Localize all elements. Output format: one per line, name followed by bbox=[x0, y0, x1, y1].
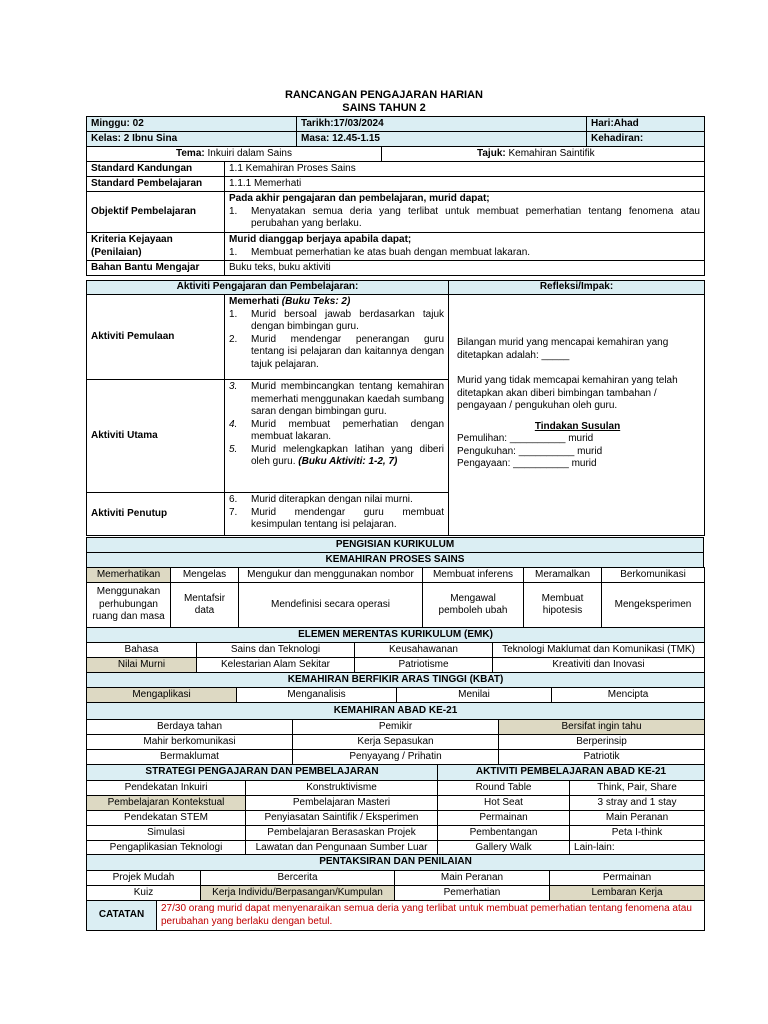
abad-item: Penyayang / Prihatin bbox=[293, 750, 499, 765]
activity-item: 1. Murid bersoal jawab berdasarkan tajuk dengan bimbingan guru. bbox=[229, 308, 445, 332]
pengukuhan-line: Pengukuhan: __________ murid bbox=[457, 445, 603, 457]
refleksi-bilangan: Bilangan murid yang mencapai kemahiran yang ditetapkan adalah: _____ bbox=[457, 337, 669, 361]
strategi-item: Hot Seat bbox=[438, 796, 570, 811]
kps-item: Berkomunikasi bbox=[602, 568, 705, 583]
abad-item: Berperinsip bbox=[499, 735, 705, 750]
kps-item: Mendefinisi secara operasi bbox=[239, 583, 423, 628]
kps-item: Meramalkan bbox=[524, 568, 602, 583]
kps-item: Memerhatikan bbox=[87, 568, 171, 583]
pemulaan-content: Memerhati (Buku Teks: 2) 1. Murid bersoal jawab berdasarkan tajuk dengan bimbingan guru. 2. Murid mendengar penerangan guru tentang isi pelajaran dan kaitannya dengan tajuk pelajaran. bbox=[225, 295, 449, 380]
catatan-text: 27/30 orang murid dapat menyenaraikan semua deria yang terlibat untuk membuat pemerhatian tentang fenomena atau perubahan yang berlaku dengan betul. bbox=[157, 901, 705, 931]
kbat-table bbox=[86, 672, 705, 703]
activity-item: 5. Murid melengkapkan latihan yang diberi oleh guru. (Buku Aktiviti: 1-2, 7) bbox=[229, 443, 445, 467]
pentaksiran-table bbox=[86, 854, 705, 901]
strategi-item: Peta I-think bbox=[570, 826, 705, 841]
emk-item: Bahasa bbox=[87, 643, 197, 658]
pentaksiran-title: PENTAKSIRAN DAN PENILAIAN bbox=[87, 855, 705, 871]
strategi-item: Konstruktivisme bbox=[246, 781, 438, 796]
pentaksiran-item: Kuiz bbox=[87, 886, 201, 901]
strategi-item: Round Table bbox=[438, 781, 570, 796]
kps-item: Mentafsir data bbox=[171, 583, 239, 628]
abad-item: Mahir berkomunikasi bbox=[87, 735, 293, 750]
pemulihan-line: Pemulihan: __________ murid bbox=[457, 433, 594, 444]
abad-title: KEMAHIRAN ABAD KE-21 bbox=[87, 703, 705, 720]
activities-heading: Aktiviti Pengajaran dan Pembelajaran: bbox=[87, 281, 449, 295]
header-table bbox=[86, 116, 705, 276]
document-title: RANCANGAN PENGAJARAN HARIAN bbox=[284, 89, 483, 101]
pentaksiran-item: Permainan bbox=[550, 871, 705, 886]
kbat-item: Menilai bbox=[397, 688, 552, 703]
bbm-value: Buku teks, buku aktiviti bbox=[225, 261, 705, 276]
abad-item: Pemikir bbox=[293, 720, 499, 735]
sk-label: Standard Kandungan bbox=[87, 162, 225, 177]
strategi-item: Pembelajaran Kontekstual bbox=[87, 796, 246, 811]
strategi-item: Lawatan dan Pengunaan Sumber Luar bbox=[246, 841, 438, 856]
activities-table bbox=[86, 280, 705, 536]
strategi-item: Pembelajaran Berasaskan Projek bbox=[246, 826, 438, 841]
pentaksiran-item: Bercerita bbox=[201, 871, 395, 886]
abad-table bbox=[86, 702, 705, 765]
utama-content bbox=[225, 380, 449, 493]
emk-table bbox=[86, 627, 705, 673]
penutup-label: Aktiviti Penutup bbox=[87, 493, 225, 536]
strategi-item: Pembentangan bbox=[438, 826, 570, 841]
abad-item: Patriotik bbox=[499, 750, 705, 765]
strategi-item: Simulasi bbox=[87, 826, 246, 841]
kps-item: Mengawal pemboleh ubah bbox=[423, 583, 524, 628]
sp-value: 1.1.1 Memerhati bbox=[225, 177, 705, 192]
emk-item: Patriotisme bbox=[355, 658, 493, 673]
pentaksiran-item: Projek Mudah bbox=[87, 871, 201, 886]
sp-label: Standard Pembelajaran bbox=[87, 177, 225, 192]
kps-item: Membuat inferens bbox=[423, 568, 524, 583]
emk-item: Kreativiti dan Inovasi bbox=[493, 658, 705, 673]
tajuk-cell: Tajuk: Kemahiran Saintifik bbox=[382, 147, 705, 162]
activity-item: 6. Murid diterapkan dengan nilai murni. bbox=[229, 494, 413, 505]
strategi-item: 3 stray and 1 stay bbox=[570, 796, 705, 811]
kps-item: Mengelas bbox=[171, 568, 239, 583]
kps-item: Membuat hipotesis bbox=[524, 583, 602, 628]
refleksi-tidak-capai: Murid yang tidak memcapai kemahiran yang telah ditetapkan akan diberi bimbingan tambahan / pengayaan / pengukuhan oleh guru. bbox=[457, 375, 678, 411]
kelas-cell: Kelas: 2 Ibnu Sina bbox=[87, 132, 297, 147]
objektif-label: Objektif Pembelajaran bbox=[87, 192, 225, 233]
emk-item: Keusahawanan bbox=[355, 643, 493, 658]
refleksi-content bbox=[449, 295, 705, 536]
kps-table bbox=[86, 567, 705, 628]
strategi-item: Penyiasatan Saintifik / Eksperimen bbox=[246, 811, 438, 826]
abad-item: Bersifat ingin tahu bbox=[499, 720, 705, 735]
kps-title: KEMAHIRAN PROSES SAINS bbox=[87, 553, 704, 568]
abad-item: Kerja Sepasukan bbox=[293, 735, 499, 750]
sk-value: 1.1 Kemahiran Proses Sains bbox=[225, 162, 705, 177]
strategi-item: Gallery Walk bbox=[438, 841, 570, 856]
abad-item: Berdaya tahan bbox=[87, 720, 293, 735]
catatan-label: CATATAN bbox=[87, 901, 157, 931]
pengayaan-line: Pengayaan: __________ murid bbox=[457, 458, 597, 469]
activity-item: 3. Murid membincangkan tentang kemahiran memerhati menggunakan kaedah sumbang saran dengan bimbingan guru. bbox=[229, 381, 445, 417]
bbm-label: Bahan Bantu Mengajar bbox=[87, 261, 225, 276]
pentaksiran-item: Kerja Individu/Berpasangan/Kumpulan bbox=[201, 886, 395, 901]
emk-item: Teknologi Maklumat dan Komunikasi (TMK) bbox=[493, 643, 705, 658]
strategi-item: Pembelajaran Masteri bbox=[246, 796, 438, 811]
pemulaan-label: Aktiviti Pemulaan bbox=[87, 295, 225, 380]
activity-item: 7. Murid mendengar guru membuat kesimpulan tentang isi pelajaran. bbox=[229, 506, 445, 530]
utama-label: Aktiviti Utama bbox=[87, 380, 225, 493]
kriteria-label: Kriteria Kejayaan (Penilaian) bbox=[87, 233, 225, 261]
emk-item: Sains dan Teknologi bbox=[197, 643, 355, 658]
masa-cell: Masa: 12.45-1.15 bbox=[297, 132, 587, 147]
abad-item: Bermaklumat bbox=[87, 750, 293, 765]
emk-item: Nilai Murni bbox=[87, 658, 197, 673]
tema-cell: Tema: Inkuiri dalam Sains bbox=[87, 147, 382, 162]
kbat-title: KEMAHIRAN BERFIKIR ARAS TINGGI (KBAT) bbox=[87, 673, 705, 688]
kehadiran-cell: Kehadiran: bbox=[587, 132, 705, 147]
activity-item: 2. Murid mendengar penerangan guru tentang isi pelajaran dan kaitannya dengan tajuk pelajaran. bbox=[229, 333, 445, 370]
strategi-item: Pendekatan STEM bbox=[87, 811, 246, 826]
kps-item: Menggunakan perhubungan ruang dan masa bbox=[87, 583, 171, 628]
emk-title: ELEMEN MERENTAS KURIKULUM (EMK) bbox=[87, 628, 705, 643]
aktiviti21-title: AKTIVITI PEMBELAJARAN ABAD KE-21 bbox=[438, 765, 705, 781]
objektif-value: Pada akhir pengajaran dan pembelajaran, murid dapat; 1. Menyatakan semua deria yang terlibat untuk membuat pemerhatian tentang fenomena atau perubahan yang berlaku. bbox=[225, 192, 705, 233]
kps-item: Mengukur dan menggunakan nombor bbox=[239, 568, 423, 583]
strategi-item: Think, Pair, Share bbox=[570, 781, 705, 796]
refleksi-heading: Refleksi/Impak: bbox=[449, 281, 705, 295]
catatan-table bbox=[86, 900, 705, 931]
minggu-cell: Minggu: 02 bbox=[87, 117, 297, 132]
strategi-table bbox=[86, 764, 705, 856]
strategi-item: Pendekatan Inkuiri bbox=[87, 781, 246, 796]
emk-item: Kelestarian Alam Sekitar bbox=[197, 658, 355, 673]
hari-cell: Hari:Ahad bbox=[587, 117, 705, 132]
kps-item: Mengeksperimen bbox=[602, 583, 705, 628]
penutup-content bbox=[225, 493, 449, 536]
kbat-item: Mengaplikasi bbox=[87, 688, 237, 703]
tindakan-susulan-title: Tindakan Susulan bbox=[534, 420, 621, 432]
strategi-item: Lain-lain: bbox=[570, 841, 705, 856]
pentaksiran-item: Main Peranan bbox=[395, 871, 550, 886]
strategi-item: Main Peranan bbox=[570, 811, 705, 826]
kbat-item: Menganalisis bbox=[237, 688, 397, 703]
kriteria-value: Murid dianggap berjaya apabila dapat; 1. Membuat pemerhatian ke atas buah dengan membuat lakaran. bbox=[225, 233, 705, 261]
strategi-item: Pengaplikasian Teknologi bbox=[87, 841, 246, 856]
activity-item: 4. Murid membuat pemerhatian dengan membuat lakaran. bbox=[229, 418, 445, 442]
kurikulum-header-table bbox=[86, 537, 704, 568]
tarikh-cell: Tarikh:17/03/2024 bbox=[297, 117, 587, 132]
strategi-title: STRATEGI PENGAJARAN DAN PEMBELAJARAN bbox=[87, 765, 438, 781]
kurikulum-title: PENGISIAN KURIKULUM bbox=[87, 538, 704, 553]
pentaksiran-item: Pemerhatian bbox=[395, 886, 550, 901]
document-subtitle: SAINS TAHUN 2 bbox=[342, 102, 426, 114]
kbat-item: Mencipta bbox=[552, 688, 705, 703]
strategi-item: Permainan bbox=[438, 811, 570, 826]
pentaksiran-item: Lembaran Kerja bbox=[550, 886, 705, 901]
